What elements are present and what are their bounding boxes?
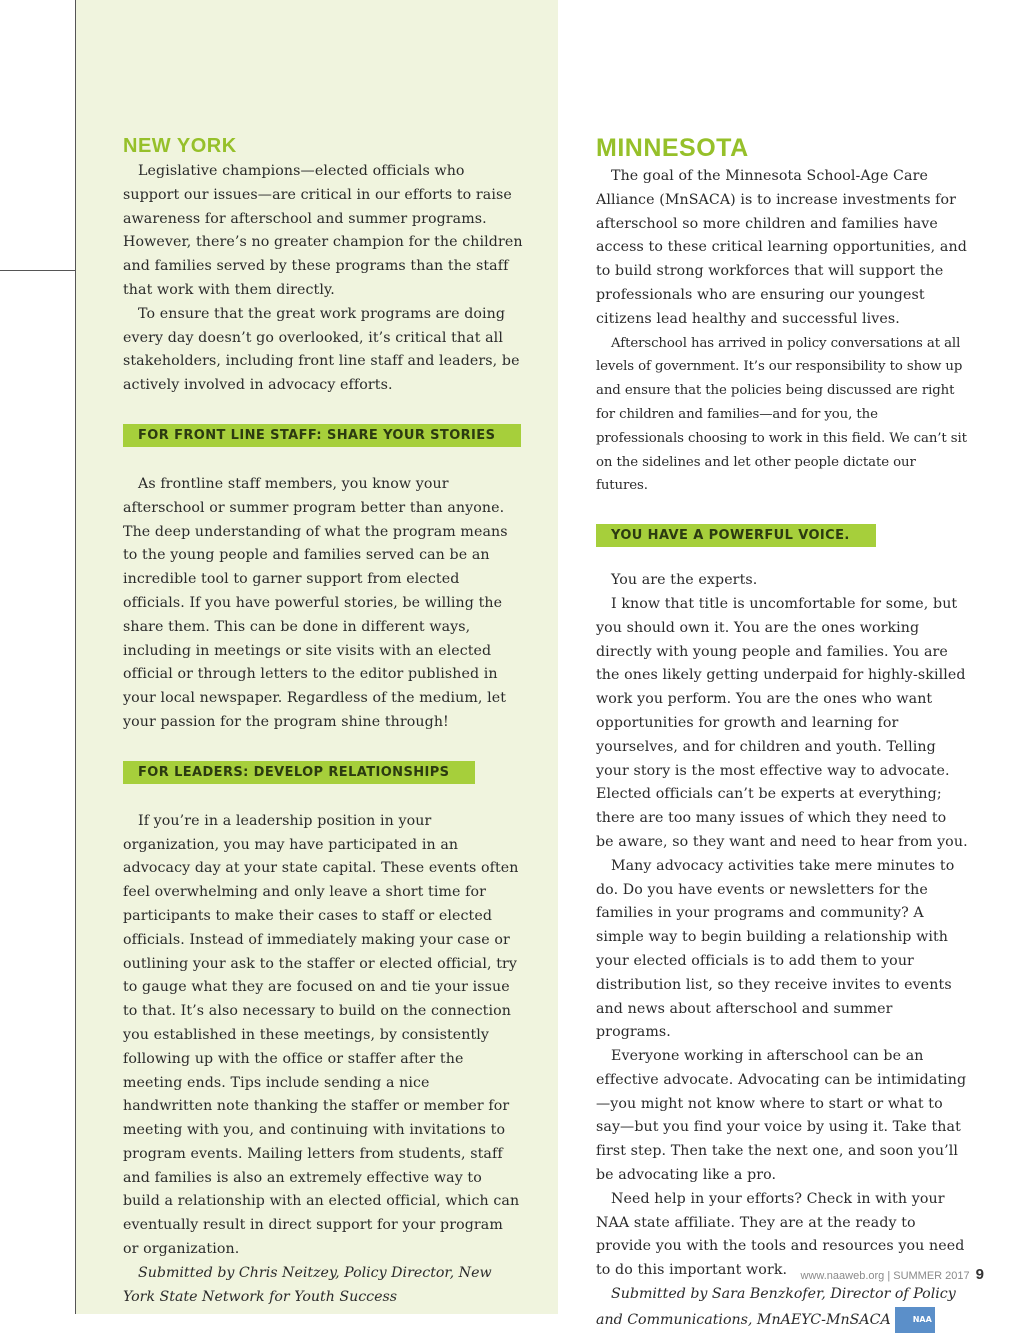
page-edge-rule <box>75 0 76 1314</box>
page-number: 9 <box>975 1266 984 1283</box>
front-line-staff-paragraph: As frontline staff members, you know your afterschool or summer program better than anyone. The deep understanding of what the program means to the young people and families served can be an incredible tool to garner support from elected officials. If you have powerful stories, be willing the share them. This can be done in different ways, including in meetings or site visits with an elected official or through letters to the editor published in your local newspaper. Regardless of the medium, let your passion for the program shine through! <box>123 475 508 730</box>
voice-paragraph: Everyone working in afterschool can be an effective advocate. Advocating can be intimidating—you might not know where to start or what to say—but you find your voice by using it. Take that first step. Then take the next one, and soon you’ll be advocating like a pro. <box>596 1048 967 1184</box>
new-york-column <box>123 136 523 1309</box>
minnesota-heading: MINNESOTA <box>596 134 749 162</box>
minnesota-intro-paragraph: The goal of the Minnesota School-Age Care Alliance (MnSACA) is to increase investments for afterschool so more children and families have access to these critical learning opportunities, and to build strong workforces that will support the professionals who are ensuring our youngest citizens lead healthy and successful lives. <box>596 168 967 327</box>
leaders-paragraph: If you’re in a leadership position in your organization, you may have participated in an advocacy day at your state capital. These events often feel overwhelming and only leave a short time for participants to make their cases to staff or elected officials. Instead of immediately making your case or outlining your ask to the staffer or elected official, try to gauge what they are focused on and tie your issue to that. It’s also necessary to build on the connection you established in these meetings, by consistently following up with the office or staffer after the meeting ends. Tips include sending a nice handwritten note thanking the staffer or member for meeting with you, and continuing with invitations to program events. Mailing letters from students, staff and families is also an extremely effective way to build a relationship with an elected official, which can eventually result in direct support for your program or organization. <box>123 812 520 1258</box>
new-york-credit: Submitted by Chris Neitzey, Policy Director, New York State Network for Youth Success <box>123 1264 492 1305</box>
margin-tick-rule <box>0 270 76 271</box>
minnesota-policy-paragraph: Afterschool has arrived in policy conversations at all levels of government. It’s our responsibility to show up and ensure that the policies being discussed are right for children and families—and for you, the professionals choosing to work in this field. We can’t sit on the sidelines and let other people dictate our futures. <box>596 335 967 494</box>
footer-site-issue: www.naaweb.org | SUMMER 2017 <box>800 1270 970 1282</box>
minnesota-column <box>596 136 968 1333</box>
page-footer <box>801 1266 985 1283</box>
voice-paragraph: Many advocacy activities take mere minutes to do. Do you have events or newsletters for the families in your programs and community? A simple way to begin building a relationship with your elected officials is to add them to your distribution list, so they receive invites to events and news about afterschool and summer programs. <box>596 857 955 1041</box>
voice-paragraph: I know that title is uncomfortable for some, but you should own it. You are the ones working directly with young people and families. You are the ones likely getting underpaid for highly-skilled work you perform. You are the ones who want opportunities for growth and learning for yourselves, and for children and youth. Telling your story is the most effective way to advocate. Elected officials can’t be experts at everything; there are too many issues of which they need to be aware, so they want and need to hear from you. <box>596 595 968 850</box>
voice-paragraph: Need help in your efforts? Check in with your NAA state affiliate. They are at the ready to provide you with the tools and resources you need to do this important work. <box>596 1190 965 1279</box>
naa-logo-icon: NAA <box>895 1307 935 1333</box>
new-york-intro-paragraph: Legislative champions—elected officials who support our issues—are critical in our efforts to raise awareness for afterschool and summer programs. However, there’s no greater champion for the children and families served by these programs than the staff that work with them directly. <box>123 163 523 298</box>
voice-subhead-wrap <box>596 524 968 547</box>
new-york-intro-paragraph: To ensure that the great work programs are doing every day doesn’t go overlooked, it’s critical that all stakeholders, including front line staff and leaders, be actively involved in advocacy efforts. <box>123 305 520 394</box>
front-line-staff-subhead: FOR FRONT LINE STAFF: SHARE YOUR STORIES <box>123 424 521 447</box>
minnesota-credit <box>596 1283 968 1333</box>
voice-paragraph: You are the experts. <box>611 572 758 589</box>
powerful-voice-subhead: YOU HAVE A POWERFUL VOICE. <box>596 524 876 547</box>
new-york-heading: NEW YORK <box>123 135 237 157</box>
minnesota-credit-text: Submitted by Sara Benzkofer, Director of Policy and Communications, MnAEYC-MnSACA <box>596 1286 956 1328</box>
leaders-subhead: FOR LEADERS: DEVELOP RELATIONSHIPS <box>123 761 475 784</box>
staff-subhead-wrap <box>123 424 523 447</box>
leaders-subhead-wrap <box>123 761 523 784</box>
